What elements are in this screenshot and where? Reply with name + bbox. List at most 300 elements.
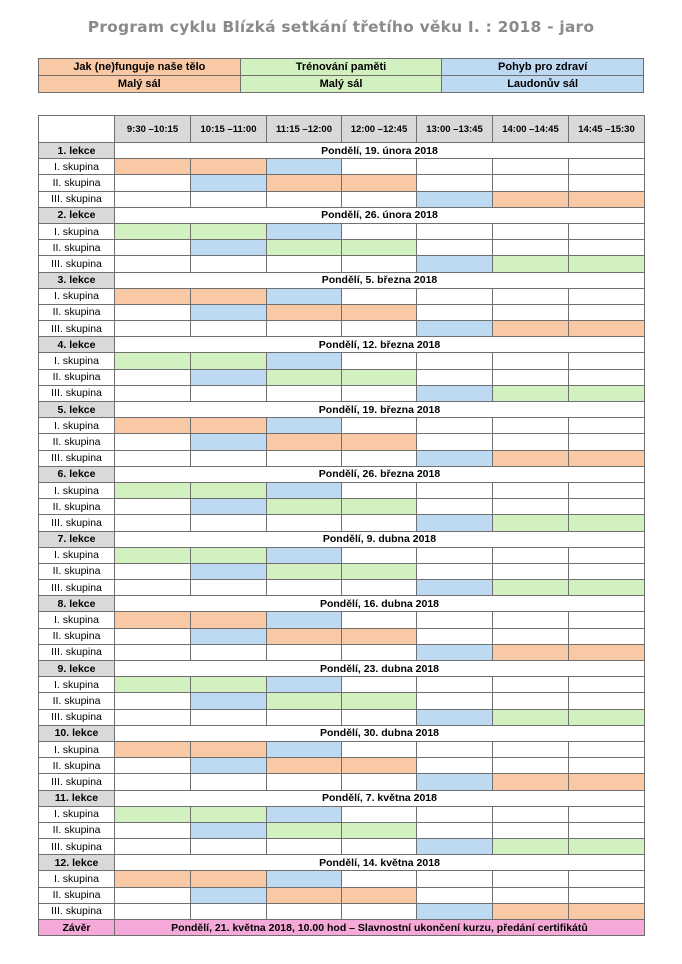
group-row bbox=[39, 806, 645, 822]
empty-slot-cell bbox=[267, 709, 342, 725]
legend-rooms-row bbox=[39, 76, 644, 93]
time-slot-6: 14:00 –14:45 bbox=[493, 116, 569, 143]
legend-room-body: Malý sál bbox=[39, 76, 241, 93]
schedule-table bbox=[38, 115, 645, 936]
empty-slot-cell bbox=[115, 321, 191, 337]
lecture-label: 5. lekce bbox=[39, 402, 115, 418]
session-cell-orange bbox=[267, 628, 342, 644]
empty-slot-cell bbox=[342, 191, 417, 207]
empty-slot-cell bbox=[417, 304, 493, 320]
lecture-date: Pondělí, 9. dubna 2018 bbox=[115, 531, 645, 547]
group-row bbox=[39, 628, 645, 644]
group-row bbox=[39, 612, 645, 628]
empty-slot-cell bbox=[493, 369, 569, 385]
session-cell-orange bbox=[191, 741, 267, 757]
empty-slot-cell bbox=[115, 515, 191, 531]
empty-slot-cell bbox=[493, 741, 569, 757]
lecture-date: Pondělí, 26. března 2018 bbox=[115, 466, 645, 482]
empty-slot-cell bbox=[493, 887, 569, 903]
session-cell-green bbox=[493, 839, 569, 855]
session-cell-green bbox=[191, 677, 267, 693]
empty-slot-cell bbox=[569, 499, 645, 515]
empty-slot-cell bbox=[342, 385, 417, 401]
empty-slot-cell bbox=[417, 369, 493, 385]
empty-slot-cell bbox=[267, 774, 342, 790]
group-row bbox=[39, 563, 645, 579]
empty-slot-cell bbox=[569, 806, 645, 822]
session-cell-blue bbox=[417, 450, 493, 466]
empty-slot-cell bbox=[493, 304, 569, 320]
group-row bbox=[39, 580, 645, 596]
empty-slot-cell bbox=[569, 887, 645, 903]
lecture-label: 8. lekce bbox=[39, 596, 115, 612]
group-label: III. skupina bbox=[39, 580, 115, 596]
session-cell-orange bbox=[342, 304, 417, 320]
group-row bbox=[39, 175, 645, 191]
session-cell-blue bbox=[417, 774, 493, 790]
group-row bbox=[39, 677, 645, 693]
group-label: III. skupina bbox=[39, 256, 115, 272]
lecture-row bbox=[39, 596, 645, 612]
lecture-date: Pondělí, 26. února 2018 bbox=[115, 207, 645, 223]
session-cell-blue bbox=[191, 304, 267, 320]
group-row bbox=[39, 288, 645, 304]
empty-slot-cell bbox=[267, 839, 342, 855]
group-row bbox=[39, 353, 645, 369]
session-cell-orange bbox=[191, 871, 267, 887]
empty-slot-cell bbox=[417, 677, 493, 693]
empty-slot-cell bbox=[267, 450, 342, 466]
empty-slot-cell bbox=[417, 240, 493, 256]
group-row bbox=[39, 709, 645, 725]
group-row bbox=[39, 223, 645, 239]
time-slot-1: 9:30 –10:15 bbox=[115, 116, 191, 143]
session-cell-blue bbox=[191, 175, 267, 191]
group-label: II. skupina bbox=[39, 434, 115, 450]
empty-slot-cell bbox=[115, 822, 191, 838]
empty-slot-cell bbox=[417, 806, 493, 822]
empty-slot-cell bbox=[342, 159, 417, 175]
group-row bbox=[39, 385, 645, 401]
session-cell-blue bbox=[191, 369, 267, 385]
group-row bbox=[39, 256, 645, 272]
lecture-label: 10. lekce bbox=[39, 725, 115, 741]
empty-slot-cell bbox=[493, 758, 569, 774]
empty-slot-cell bbox=[417, 758, 493, 774]
empty-slot-cell bbox=[115, 644, 191, 660]
empty-slot-cell bbox=[417, 822, 493, 838]
session-cell-orange bbox=[191, 612, 267, 628]
empty-slot-cell bbox=[569, 369, 645, 385]
session-cell-orange bbox=[191, 418, 267, 434]
group-label: III. skupina bbox=[39, 515, 115, 531]
empty-slot-cell bbox=[115, 563, 191, 579]
session-cell-blue bbox=[417, 839, 493, 855]
group-label: I. skupina bbox=[39, 741, 115, 757]
group-row bbox=[39, 758, 645, 774]
empty-slot-cell bbox=[191, 709, 267, 725]
session-cell-green bbox=[569, 839, 645, 855]
empty-slot-cell bbox=[493, 418, 569, 434]
empty-slot-cell bbox=[569, 223, 645, 239]
empty-slot-cell bbox=[569, 563, 645, 579]
group-label: II. skupina bbox=[39, 240, 115, 256]
session-cell-blue bbox=[191, 758, 267, 774]
group-row bbox=[39, 822, 645, 838]
empty-slot-cell bbox=[417, 612, 493, 628]
session-cell-blue bbox=[417, 385, 493, 401]
empty-slot-cell bbox=[493, 693, 569, 709]
session-cell-green bbox=[267, 563, 342, 579]
empty-slot-cell bbox=[115, 256, 191, 272]
session-cell-green bbox=[569, 385, 645, 401]
group-label: II. skupina bbox=[39, 628, 115, 644]
session-cell-orange bbox=[267, 758, 342, 774]
session-cell-blue bbox=[417, 903, 493, 919]
group-row bbox=[39, 547, 645, 563]
session-cell-green bbox=[115, 806, 191, 822]
empty-slot-cell bbox=[417, 223, 493, 239]
group-label: I. skupina bbox=[39, 806, 115, 822]
session-cell-green bbox=[569, 256, 645, 272]
lecture-label: 9. lekce bbox=[39, 661, 115, 677]
empty-slot-cell bbox=[493, 288, 569, 304]
group-row bbox=[39, 839, 645, 855]
lecture-row bbox=[39, 725, 645, 741]
session-cell-orange bbox=[267, 434, 342, 450]
empty-slot-cell bbox=[115, 903, 191, 919]
session-cell-green bbox=[342, 499, 417, 515]
session-cell-green bbox=[493, 515, 569, 531]
lecture-row bbox=[39, 661, 645, 677]
group-label: I. skupina bbox=[39, 288, 115, 304]
empty-slot-cell bbox=[417, 871, 493, 887]
group-row bbox=[39, 191, 645, 207]
session-cell-green bbox=[191, 223, 267, 239]
session-cell-orange bbox=[569, 191, 645, 207]
empty-slot-cell bbox=[267, 191, 342, 207]
group-label: III. skupina bbox=[39, 903, 115, 919]
group-label: II. skupina bbox=[39, 175, 115, 191]
session-cell-orange bbox=[493, 903, 569, 919]
empty-slot-cell bbox=[342, 482, 417, 498]
empty-slot-cell bbox=[115, 175, 191, 191]
session-cell-blue bbox=[267, 353, 342, 369]
group-label: I. skupina bbox=[39, 223, 115, 239]
session-cell-orange bbox=[267, 304, 342, 320]
session-cell-green bbox=[115, 482, 191, 498]
time-slot-7: 14:45 –15:30 bbox=[569, 116, 645, 143]
session-cell-orange bbox=[342, 175, 417, 191]
group-label: II. skupina bbox=[39, 887, 115, 903]
empty-slot-cell bbox=[342, 677, 417, 693]
empty-slot-cell bbox=[493, 806, 569, 822]
empty-slot-cell bbox=[342, 774, 417, 790]
group-label: III. skupina bbox=[39, 839, 115, 855]
session-cell-blue bbox=[417, 256, 493, 272]
group-row bbox=[39, 482, 645, 498]
empty-slot-cell bbox=[417, 741, 493, 757]
lecture-date: Pondělí, 7. května 2018 bbox=[115, 790, 645, 806]
empty-slot-cell bbox=[115, 709, 191, 725]
session-cell-orange bbox=[493, 644, 569, 660]
group-label: I. skupina bbox=[39, 159, 115, 175]
empty-slot-cell bbox=[342, 709, 417, 725]
session-cell-orange bbox=[115, 741, 191, 757]
group-label: I. skupina bbox=[39, 677, 115, 693]
session-cell-orange bbox=[115, 418, 191, 434]
empty-slot-cell bbox=[191, 839, 267, 855]
empty-slot-cell bbox=[342, 450, 417, 466]
empty-slot-cell bbox=[493, 175, 569, 191]
lecture-row bbox=[39, 207, 645, 223]
session-cell-green bbox=[342, 563, 417, 579]
empty-slot-cell bbox=[569, 482, 645, 498]
time-slot-2: 10:15 –11:00 bbox=[191, 116, 267, 143]
group-label: III. skupina bbox=[39, 709, 115, 725]
empty-slot-cell bbox=[569, 741, 645, 757]
session-cell-orange bbox=[267, 175, 342, 191]
group-label: III. skupina bbox=[39, 191, 115, 207]
session-cell-orange bbox=[493, 321, 569, 337]
session-cell-green bbox=[191, 547, 267, 563]
empty-slot-cell bbox=[342, 871, 417, 887]
lecture-date: Pondělí, 5. března 2018 bbox=[115, 272, 645, 288]
lecture-label: 6. lekce bbox=[39, 466, 115, 482]
empty-slot-cell bbox=[569, 418, 645, 434]
lecture-row bbox=[39, 466, 645, 482]
empty-slot-cell bbox=[115, 693, 191, 709]
empty-slot-cell bbox=[115, 758, 191, 774]
session-cell-orange bbox=[493, 450, 569, 466]
group-row bbox=[39, 515, 645, 531]
group-row bbox=[39, 240, 645, 256]
empty-slot-cell bbox=[417, 887, 493, 903]
group-label: III. skupina bbox=[39, 321, 115, 337]
empty-slot-cell bbox=[115, 499, 191, 515]
group-row bbox=[39, 499, 645, 515]
empty-slot-cell bbox=[342, 547, 417, 563]
lecture-label: 12. lekce bbox=[39, 855, 115, 871]
empty-slot-cell bbox=[115, 369, 191, 385]
group-label: I. skupina bbox=[39, 547, 115, 563]
lecture-date: Pondělí, 23. dubna 2018 bbox=[115, 661, 645, 677]
group-row bbox=[39, 304, 645, 320]
empty-slot-cell bbox=[569, 758, 645, 774]
empty-slot-cell bbox=[191, 515, 267, 531]
empty-slot-cell bbox=[417, 628, 493, 644]
session-cell-green bbox=[191, 353, 267, 369]
empty-slot-cell bbox=[342, 644, 417, 660]
empty-slot-cell bbox=[569, 871, 645, 887]
session-cell-green bbox=[115, 547, 191, 563]
session-cell-blue bbox=[191, 628, 267, 644]
session-cell-orange bbox=[115, 612, 191, 628]
empty-slot-cell bbox=[342, 515, 417, 531]
lecture-date: Pondělí, 19. března 2018 bbox=[115, 402, 645, 418]
empty-slot-cell bbox=[493, 434, 569, 450]
session-cell-green bbox=[267, 369, 342, 385]
session-cell-blue bbox=[267, 159, 342, 175]
session-cell-green bbox=[267, 240, 342, 256]
session-cell-blue bbox=[267, 677, 342, 693]
empty-slot-cell bbox=[115, 887, 191, 903]
group-row bbox=[39, 903, 645, 919]
lecture-row bbox=[39, 402, 645, 418]
empty-slot-cell bbox=[417, 563, 493, 579]
lecture-row bbox=[39, 143, 645, 159]
empty-slot-cell bbox=[417, 175, 493, 191]
empty-slot-cell bbox=[115, 385, 191, 401]
group-row bbox=[39, 774, 645, 790]
empty-slot-cell bbox=[115, 434, 191, 450]
session-cell-orange bbox=[569, 321, 645, 337]
session-cell-blue bbox=[267, 806, 342, 822]
empty-slot-cell bbox=[342, 839, 417, 855]
session-cell-orange bbox=[115, 159, 191, 175]
empty-slot-cell bbox=[115, 191, 191, 207]
group-row bbox=[39, 644, 645, 660]
session-cell-blue bbox=[191, 693, 267, 709]
group-label: II. skupina bbox=[39, 822, 115, 838]
session-cell-orange bbox=[342, 887, 417, 903]
empty-slot-cell bbox=[493, 822, 569, 838]
group-label: II. skupina bbox=[39, 758, 115, 774]
session-cell-orange bbox=[115, 288, 191, 304]
lecture-row bbox=[39, 855, 645, 871]
session-cell-blue bbox=[267, 223, 342, 239]
empty-slot-cell bbox=[493, 353, 569, 369]
lecture-row bbox=[39, 790, 645, 806]
empty-slot-cell bbox=[417, 499, 493, 515]
session-cell-green bbox=[493, 385, 569, 401]
empty-slot-cell bbox=[191, 321, 267, 337]
empty-slot-cell bbox=[191, 256, 267, 272]
group-label: II. skupina bbox=[39, 304, 115, 320]
session-cell-orange bbox=[569, 774, 645, 790]
empty-slot-cell bbox=[115, 304, 191, 320]
session-cell-blue bbox=[267, 288, 342, 304]
session-cell-green bbox=[342, 240, 417, 256]
group-label: III. skupina bbox=[39, 385, 115, 401]
legend-room-movement: Laudonův sál bbox=[442, 76, 644, 93]
empty-slot-cell bbox=[569, 240, 645, 256]
session-cell-orange bbox=[342, 434, 417, 450]
empty-slot-cell bbox=[493, 871, 569, 887]
time-slot-4: 12:00 –12:45 bbox=[342, 116, 417, 143]
lecture-date: Pondělí, 16. dubna 2018 bbox=[115, 596, 645, 612]
legend-topic-movement: Pohyb pro zdraví bbox=[442, 59, 644, 76]
empty-slot-cell bbox=[115, 580, 191, 596]
session-cell-blue bbox=[191, 434, 267, 450]
legend-topic-memory: Trénování paměti bbox=[240, 59, 442, 76]
session-cell-green bbox=[267, 693, 342, 709]
empty-slot-cell bbox=[569, 175, 645, 191]
legend-topics-row bbox=[39, 59, 644, 76]
empty-slot-cell bbox=[342, 256, 417, 272]
session-cell-green bbox=[191, 806, 267, 822]
session-cell-green bbox=[115, 677, 191, 693]
empty-slot-cell bbox=[569, 304, 645, 320]
empty-slot-cell bbox=[493, 628, 569, 644]
header-corner bbox=[39, 116, 115, 143]
empty-slot-cell bbox=[191, 191, 267, 207]
group-row bbox=[39, 741, 645, 757]
empty-slot-cell bbox=[115, 240, 191, 256]
group-row bbox=[39, 369, 645, 385]
empty-slot-cell bbox=[569, 159, 645, 175]
empty-slot-cell bbox=[493, 159, 569, 175]
empty-slot-cell bbox=[191, 774, 267, 790]
empty-slot-cell bbox=[267, 321, 342, 337]
empty-slot-cell bbox=[342, 806, 417, 822]
session-cell-orange bbox=[342, 628, 417, 644]
time-slot-3: 11:15 –12:00 bbox=[267, 116, 342, 143]
empty-slot-cell bbox=[267, 580, 342, 596]
session-cell-blue bbox=[417, 644, 493, 660]
session-cell-blue bbox=[267, 547, 342, 563]
empty-slot-cell bbox=[191, 385, 267, 401]
empty-slot-cell bbox=[417, 159, 493, 175]
empty-slot-cell bbox=[493, 223, 569, 239]
empty-slot-cell bbox=[493, 499, 569, 515]
group-label: I. skupina bbox=[39, 482, 115, 498]
empty-slot-cell bbox=[267, 903, 342, 919]
group-row bbox=[39, 159, 645, 175]
empty-slot-cell bbox=[417, 693, 493, 709]
empty-slot-cell bbox=[191, 644, 267, 660]
empty-slot-cell bbox=[267, 515, 342, 531]
closing-label: Závěr bbox=[39, 920, 115, 936]
session-cell-green bbox=[493, 580, 569, 596]
group-label: III. skupina bbox=[39, 450, 115, 466]
session-cell-blue bbox=[191, 887, 267, 903]
empty-slot-cell bbox=[569, 822, 645, 838]
group-row bbox=[39, 887, 645, 903]
session-cell-blue bbox=[267, 482, 342, 498]
empty-slot-cell bbox=[342, 223, 417, 239]
group-label: III. skupina bbox=[39, 774, 115, 790]
empty-slot-cell bbox=[417, 288, 493, 304]
empty-slot-cell bbox=[342, 903, 417, 919]
session-cell-blue bbox=[267, 418, 342, 434]
lecture-row bbox=[39, 531, 645, 547]
lecture-label: 11. lekce bbox=[39, 790, 115, 806]
empty-slot-cell bbox=[417, 482, 493, 498]
session-cell-green bbox=[342, 822, 417, 838]
empty-slot-cell bbox=[342, 353, 417, 369]
time-header-row bbox=[39, 116, 645, 143]
empty-slot-cell bbox=[115, 774, 191, 790]
empty-slot-cell bbox=[342, 612, 417, 628]
session-cell-orange bbox=[267, 887, 342, 903]
empty-slot-cell bbox=[417, 353, 493, 369]
empty-slot-cell bbox=[342, 580, 417, 596]
empty-slot-cell bbox=[191, 580, 267, 596]
group-label: II. skupina bbox=[39, 563, 115, 579]
group-row bbox=[39, 434, 645, 450]
session-cell-blue bbox=[267, 871, 342, 887]
session-cell-green bbox=[569, 709, 645, 725]
legend-room-memory: Malý sál bbox=[240, 76, 442, 93]
session-cell-green bbox=[342, 693, 417, 709]
session-cell-blue bbox=[417, 709, 493, 725]
group-label: II. skupina bbox=[39, 369, 115, 385]
session-cell-blue bbox=[191, 499, 267, 515]
empty-slot-cell bbox=[115, 450, 191, 466]
group-label: II. skupina bbox=[39, 693, 115, 709]
empty-slot-cell bbox=[191, 903, 267, 919]
